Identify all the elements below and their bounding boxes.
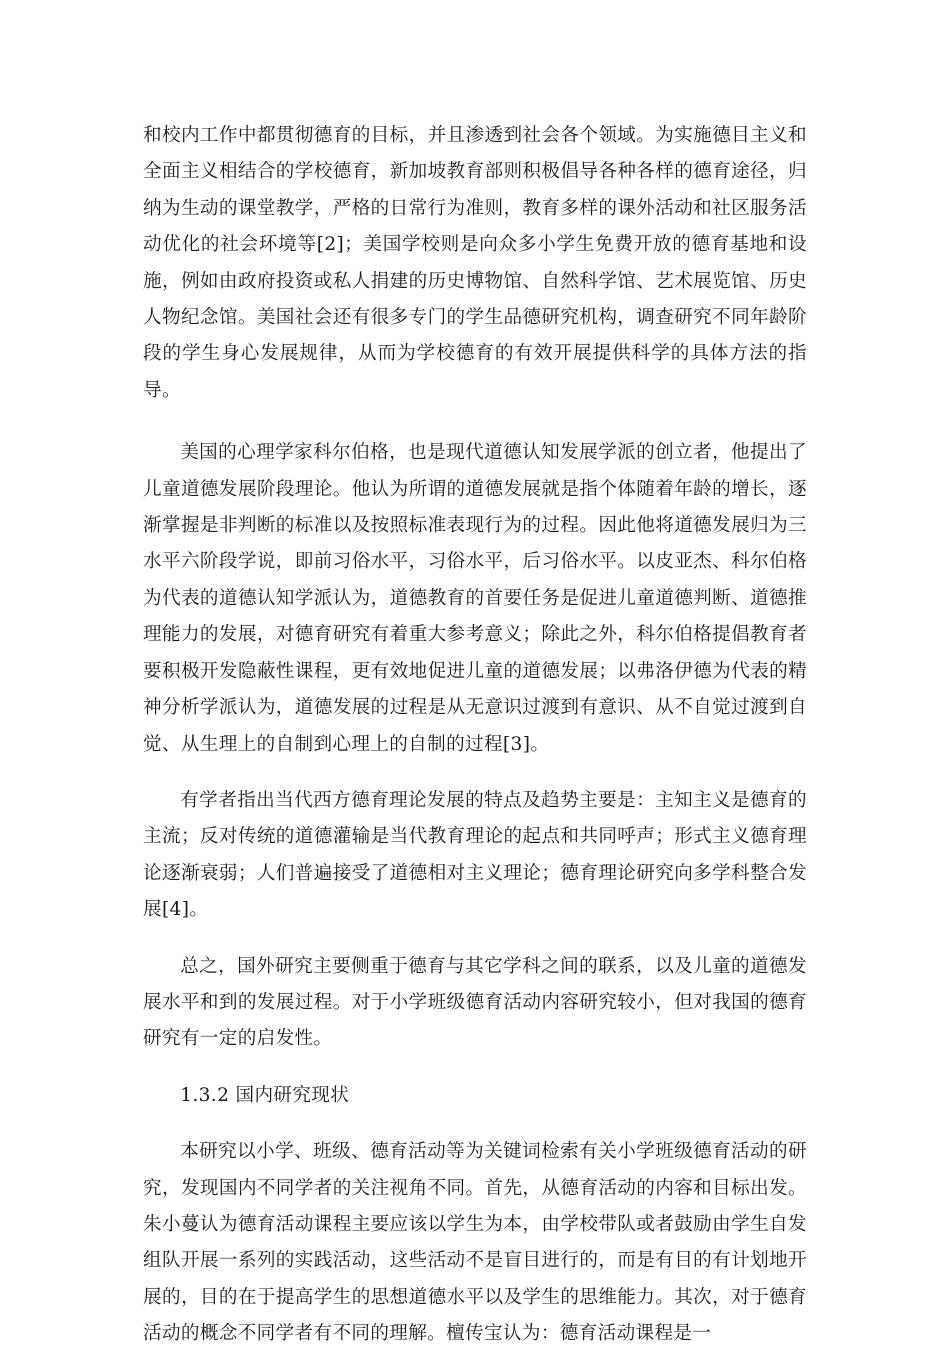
document-body: [143, 118, 807, 1353]
paragraph-continued: 和校内工作中都贯彻德育的目标，并且渗透到社会各个领域。为实施德目主义和全面主义相结合的学校德育，新加坡教育部则积极倡导各种各样的德育途径，归纳为生动的课堂教学，严格的日常行为准则，教育多样的课外活动和社区服务活动优化的社会环境等[2]；美国学校则是向众多小学生免费开放的德育基地和设施，例如由政府投资或私人捐建的历史博物馆、自然科学馆、艺术展览馆、历史人物纪念馆。美国社会还有很多专门的学生品德研究机构，调查研究不同年龄阶段的学生身心发展规律，从而为学校德育的有效开展提供科学的具体方法的指导。: [143, 125, 807, 401]
paragraph-western-trends: 有学者指出当代西方德育理论发展的特点及趋势主要是：主知主义是德育的主流；反对传统的道德灌输是当代教育理论的起点和共同呼声；形式主义德育理论逐渐衰弱；人们普遍接受了道德相对主义理论；德育理论研究向多学科整合发展[4]。: [143, 789, 807, 921]
paragraph-summary: 总之，国外研究主要侧重于德育与其它学科之间的联系，以及儿童的道德发展水平和到的发展过程。对于小学班级德育活动内容研究较小，但对我国的德育研究有一定的启发性。: [143, 955, 807, 1050]
paragraph-kohlberg: 美国的心理学家科尔伯格，也是现代道德认知发展学派的创立者，他提出了儿童道德发展阶段理论。他认为所谓的道德发展就是指个体随着年龄的增长，逐渐掌握是非判断的标准以及按照标准表现行为的过程。因此他将道德发展归为三水平六阶段学说，即前习俗水平，习俗水平，后习俗水平。以皮亚杰、科尔伯格为代表的道德认知学派认为，道德教育的首要任务是促进儿童道德判断、道德推理能力的发展，对德育研究有着重大参考意义；除此之外，科尔伯格提倡教育者要积极开发隐蔽性课程，更有效地促进儿童的道德发展；以弗洛伊德为代表的精神分析学派认为，道德发展的过程是从无意识过渡到有意识、从不自觉过渡到自觉、从生理上的自制到心理上的自制的过程[3]。: [143, 442, 807, 755]
section-heading: 1.3.2 国内研究现状: [180, 1084, 350, 1106]
paragraph-domestic-research: 本研究以小学、班级、德育活动等为关键词检索有关小学班级德育活动的研究，发现国内不同学者的关注视角不同。首先，从德育活动的内容和目标出发。朱小蔓认为德育活动课程主要应该以学生为本，由学校带队或者鼓励由学生自发组队开展一系列的实践活动，这些活动不是盲目进行的，而是有目的有计划地开展的，目的在于提高学生的思想道德水平以及学生的思维能力。其次，对于德育活动的概念不同学者有不同的理解。檀传宝认为：德育活动课程是一: [143, 1141, 807, 1345]
